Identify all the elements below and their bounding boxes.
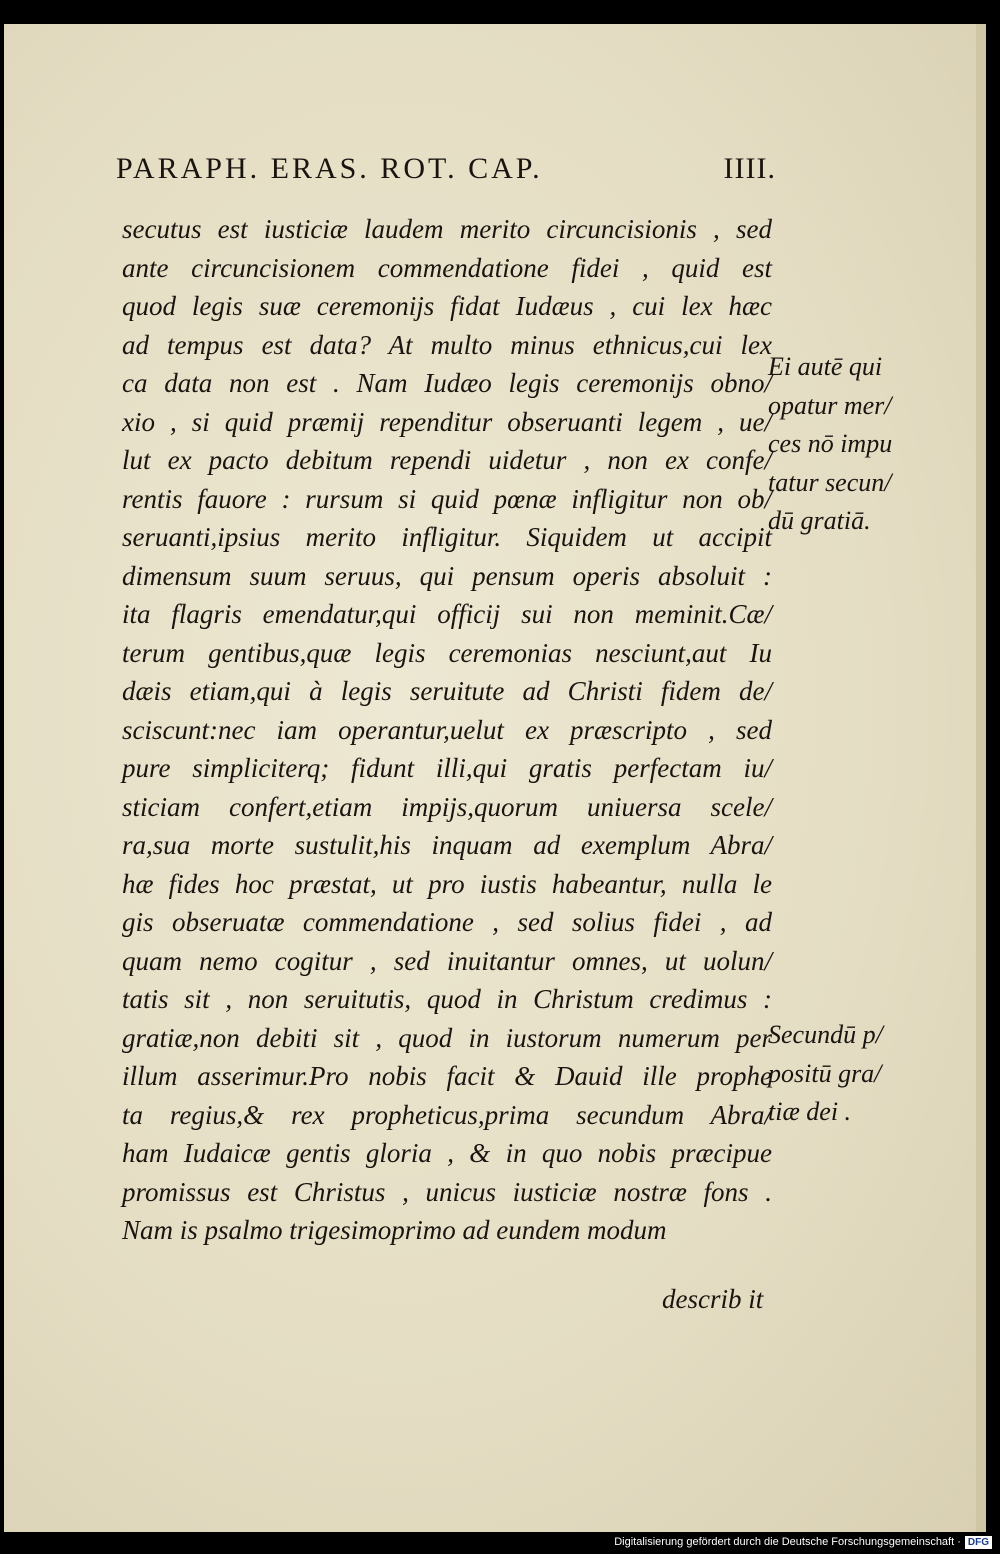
- folio-number: IIII.: [723, 152, 776, 185]
- text-line: xio , si quid præmij rependitur obseruanti legem , ue/: [122, 406, 772, 437]
- text-line: sticiam confert,etiam impijs,quorum uniuersa scele/: [122, 791, 772, 822]
- page-header: [116, 152, 786, 194]
- text-line: hæ fides hoc præstat, ut pro iustis habeantur, nulla le: [122, 868, 772, 899]
- text-line: Nam is psalmo trigesimoprimo ad eundem modum: [122, 1215, 667, 1245]
- text-line: quod legis suæ ceremonijs fidat Iudæus , cui lex hæc: [122, 291, 772, 321]
- marginal-line: Secundū p/: [768, 1020, 883, 1049]
- marginal-line: tatur secun/: [768, 467, 892, 497]
- text-line: ham Iudaicæ gentis gloria , & in quo nobis præcipue: [122, 1138, 772, 1168]
- text-line: ta regius,& rex propheticus,prima secundum Abra/: [122, 1099, 772, 1130]
- marginal-line: opatur mer/: [768, 390, 892, 420]
- text-line: tatis sit , non seruitutis, quod in Christum credimus :: [122, 984, 772, 1014]
- credit-text: Digitalisierung gefördert durch die Deutsche Forschungsgemeinschaft ·: [614, 1536, 961, 1548]
- text-line: seruanti,ipsius merito infligitur. Siquidem ut accipit: [122, 522, 772, 552]
- dfg-logo: DFG: [965, 1536, 992, 1549]
- text-line: lut ex pacto debitum rependi uidetur , non ex confe/: [122, 445, 772, 475]
- main-text-block: [122, 210, 772, 1250]
- text-line: gratiæ,non debiti sit , quod in iustorum numerum per: [122, 1022, 772, 1053]
- marginal-line: positū gra/: [768, 1058, 882, 1088]
- text-line: quam nemo cogitur , sed inuitantur omnes, ut uolun/: [122, 945, 772, 976]
- text-line: promissus est Christus , unicus iusticiæ nostræ fons .: [122, 1176, 772, 1207]
- text-line: ca data non est . Nam Iudæo legis ceremonijs obno/: [122, 368, 772, 398]
- marginal-note: [768, 1016, 968, 1132]
- marginal-line: tiæ dei .: [768, 1097, 852, 1126]
- running-title: PARAPH. ERAS. ROT. CAP.: [116, 152, 543, 185]
- text-line: illum asserimur.Pro nobis facit & Dauid ille prophe: [122, 1061, 772, 1091]
- text-line: terum gentibus,quæ legis ceremonias nesciunt,aut Iu: [122, 637, 772, 668]
- text-line: pure simpliciterq; fidunt illi,qui gratis perfectam iu/: [122, 753, 772, 783]
- text-line: dæis etiam,qui à legis seruitute ad Christi fidem de/: [122, 676, 772, 706]
- text-line: sciscunt:nec iam operantur,uelut ex præscripto , sed: [122, 714, 772, 745]
- text-line: secutus est iusticiæ laudem merito circuncisionis , sed: [122, 214, 772, 244]
- text-line: ante circuncisionem commendatione fidei , quid est: [122, 252, 772, 283]
- text-line: ad tempus est data? At multo minus ethnicus,cui lex: [122, 329, 772, 360]
- marginal-line: dū gratiā.: [768, 506, 871, 535]
- text-line: ra,sua morte sustulit,his inquam ad exemplum Abra/: [122, 830, 772, 860]
- marginal-line: Ei autē qui: [768, 352, 883, 381]
- text-line: rentis fauore : rursum si quid pœnæ infligitur non ob/: [122, 483, 772, 514]
- marginal-note: [768, 348, 968, 541]
- book-page: [4, 24, 986, 1532]
- catchword: describ it: [662, 1284, 764, 1314]
- text-line: gis obseruatæ commendatione , sed solius fidei , ad: [122, 907, 772, 937]
- digitization-credit: [614, 1534, 992, 1550]
- text-line: ita flagris emendatur,qui officij sui non meminit.Cæ/: [122, 599, 772, 629]
- marginal-line: ces nō impu: [768, 429, 893, 458]
- text-line: dimensum suum seruus, qui pensum operis absoluit :: [122, 560, 772, 591]
